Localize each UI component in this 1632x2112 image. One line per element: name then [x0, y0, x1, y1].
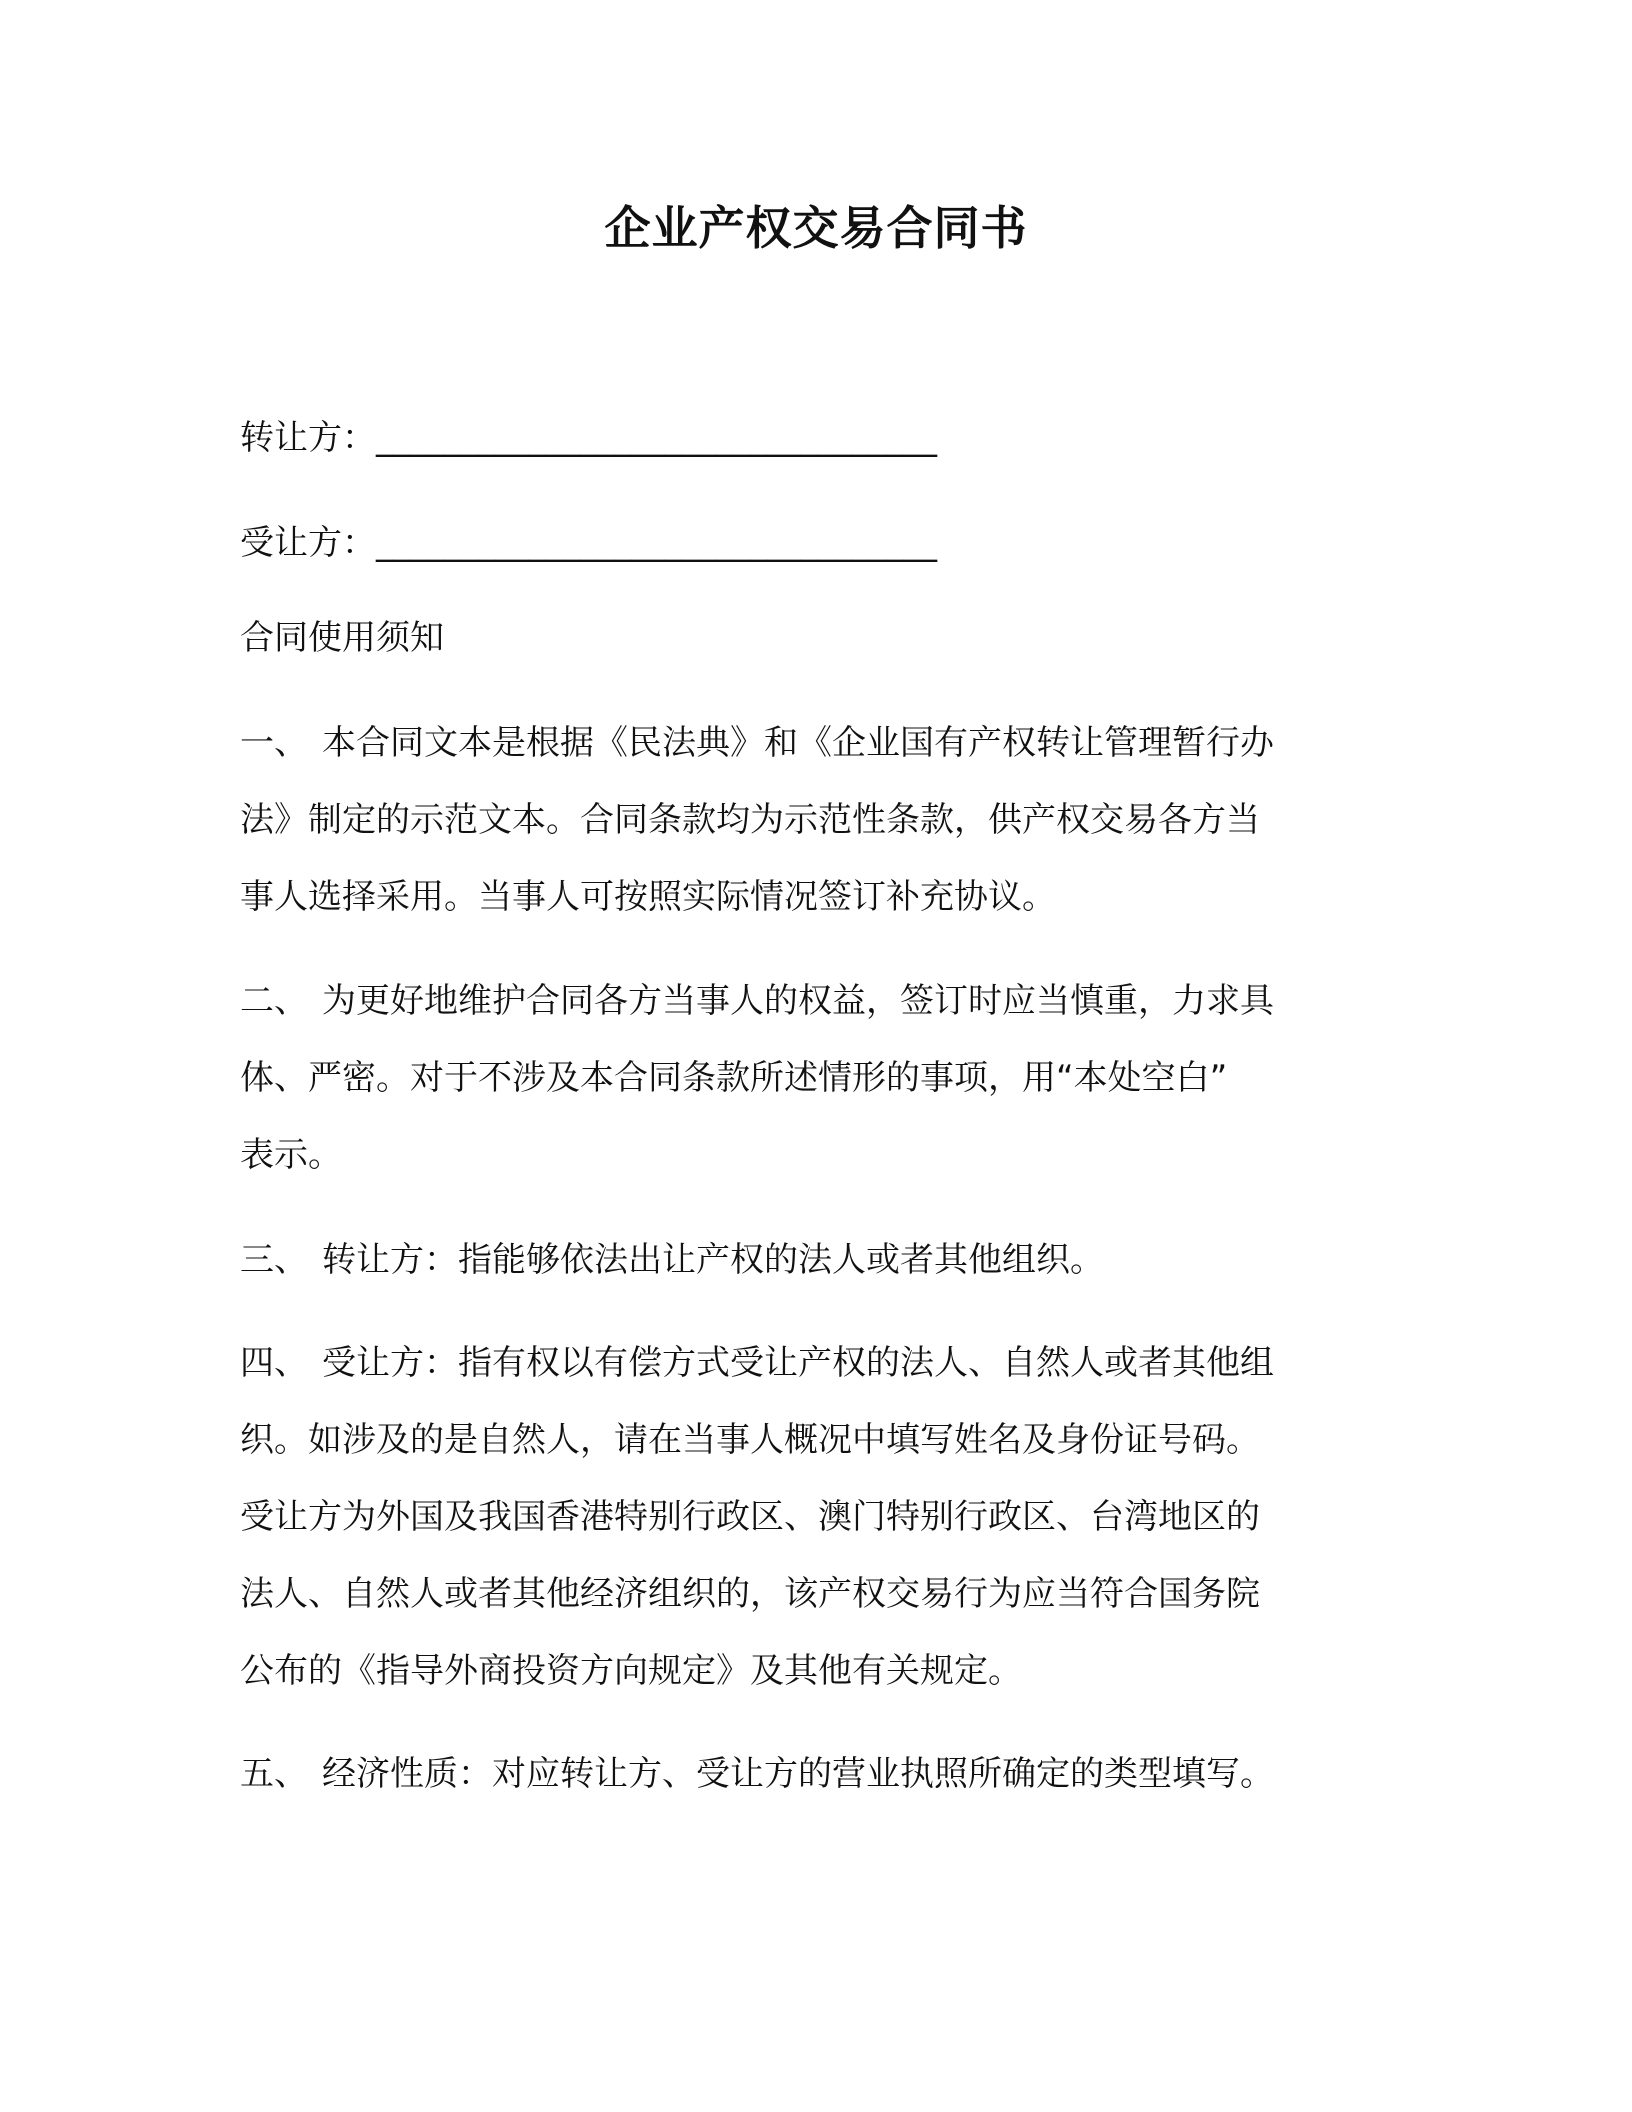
notice-5-number: 五、 — [240, 1754, 308, 1794]
transferee-line — [240, 517, 937, 569]
notice-heading: 合同使用须知 — [240, 618, 444, 658]
notice-4-line-3: 受让方为外国及我国香港特别行政区、澳门特别行政区、台湾地区的 — [240, 1497, 1260, 1537]
notice-4-line-1 — [240, 1325, 1370, 1402]
notice-item-5 — [240, 1736, 1370, 1813]
notice-3-number: 三、 — [240, 1240, 308, 1280]
notice-4-line-4: 法人、自然人或者其他经济组织的，该产权交易行为应当符合国务院 — [240, 1574, 1260, 1614]
notice-4-text-1: 受让方：指有权以有偿方式受让产权的法人、自然人或者其他组 — [322, 1343, 1274, 1383]
notice-4-line-2: 织。如涉及的是自然人，请在当事人概况中填写姓名及身份证号码。 — [240, 1420, 1260, 1460]
transferor-blank: _________________________________ — [376, 418, 937, 458]
notice-1-text-1: 本合同文本是根据《民法典》和《企业国有产权转让管理暂行办 — [322, 723, 1274, 763]
notice-item-4 — [240, 1325, 1370, 1710]
notice-item-3 — [240, 1222, 1370, 1299]
notice-2-line-2: 体、严密。对于不涉及本合同条款所述情形的事项，用“本处空白” — [240, 1058, 1228, 1098]
notice-1-number: 一、 — [240, 723, 308, 763]
notice-2-line-3: 表示。 — [240, 1135, 342, 1175]
notice-1-line-1 — [240, 705, 1370, 782]
notice-2-text-1: 为更好地维护合同各方当事人的权益，签订时应当慎重，力求具 — [322, 981, 1274, 1021]
transferor-line — [240, 412, 937, 464]
notice-1-line-3: 事人选择采用。当事人可按照实际情况签订补充协议。 — [240, 877, 1056, 917]
notice-4-number: 四、 — [240, 1343, 308, 1383]
notice-item-1 — [240, 705, 1370, 936]
notice-3-text-1: 转让方：指能够依法出让产权的法人或者其他组织。 — [322, 1240, 1104, 1280]
notice-2-line-1 — [240, 963, 1370, 1040]
notice-item-2 — [240, 963, 1370, 1194]
notice-5-text-1: 经济性质：对应转让方、受让方的营业执照所确定的类型填写。 — [322, 1754, 1274, 1794]
notice-2-number: 二、 — [240, 981, 308, 1021]
transferee-blank: _________________________________ — [376, 523, 937, 563]
notice-5-line-1 — [240, 1736, 1370, 1813]
transferor-label: 转让方： — [240, 418, 376, 458]
transferee-label: 受让方： — [240, 523, 376, 563]
notice-1-line-2: 法》制定的示范文本。合同条款均为示范性条款，供产权交易各方当 — [240, 800, 1260, 840]
document-title: 企业产权交易合同书 — [604, 201, 1028, 255]
notice-3-line-1 — [240, 1222, 1370, 1299]
notice-4-line-5: 公布的《指导外商投资方向规定》及其他有关规定。 — [240, 1651, 1022, 1691]
